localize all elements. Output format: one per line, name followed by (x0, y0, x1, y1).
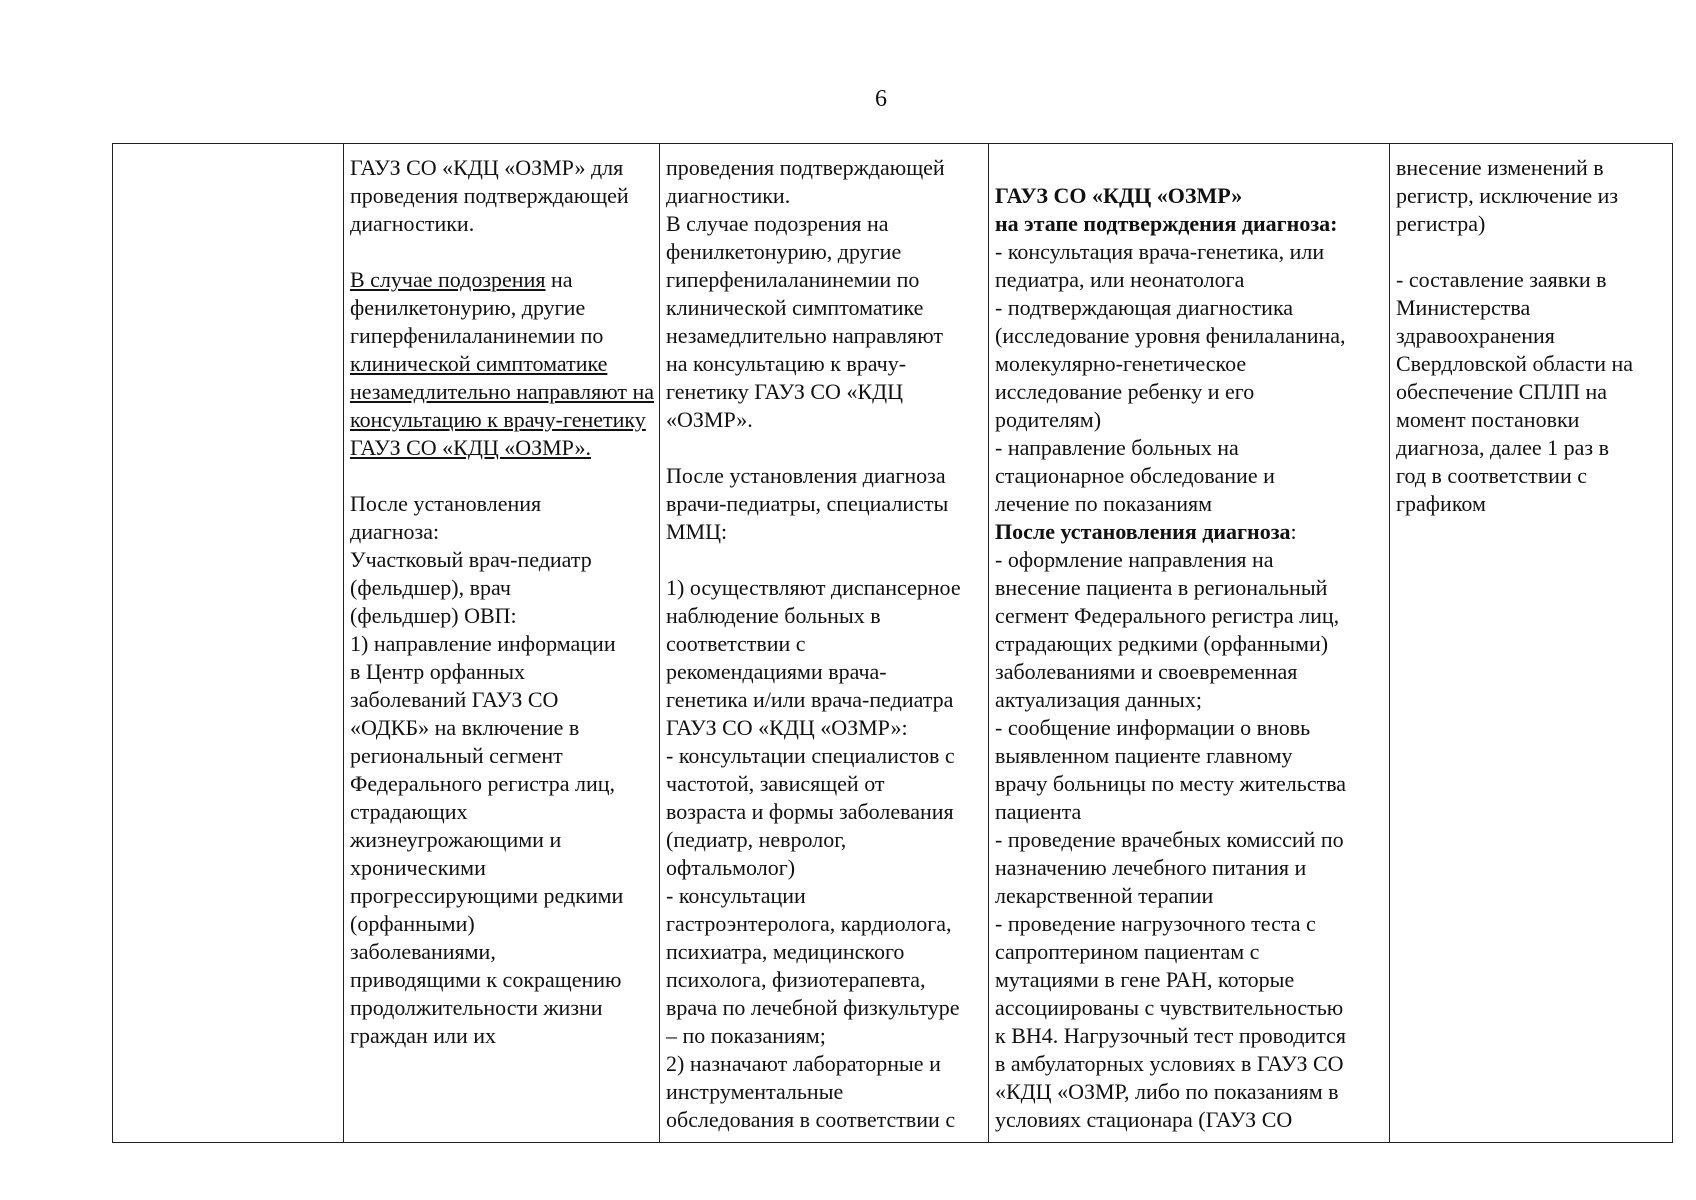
text-line: незамедлительно направляют (666, 323, 944, 348)
table-cell-4 (989, 144, 1390, 1143)
text-line: ГАУЗ СО «КДЦ «ОЗМР»: (666, 715, 908, 740)
text-line: мутациями в гене РАН, которые (995, 967, 1295, 992)
text-line: обеспечение СПЛП на (1396, 379, 1608, 404)
text-line: «ОДКБ» на включение в (350, 715, 580, 740)
text-line: условиях стационара (ГАУЗ СО (995, 1107, 1293, 1132)
text-line: - проведение нагрузочного теста с (995, 911, 1316, 936)
text-line: наблюдение больных в (666, 603, 881, 628)
text-line: год в соответствии с (1396, 463, 1587, 488)
text-line: (фельдшер), врач (350, 575, 511, 600)
text-line: хроническими (350, 855, 486, 880)
col2-paragraph-2 (350, 266, 655, 462)
text-line: фенилкетонурию, другие (666, 239, 902, 264)
text-line: клинической симптоматике (666, 295, 924, 320)
text-line: - консультации специалистов с (666, 743, 955, 768)
text-line: актуализация данных; (995, 687, 1202, 712)
col4-heading-1: ГАУЗ СО «КДЦ «ОЗМР» (995, 183, 1243, 208)
text-line: 1) направление информации (350, 631, 616, 656)
table-cell-2 (344, 144, 660, 1143)
text-line: регистра) (1396, 211, 1486, 236)
text-line: прогрессирующими редкими (350, 883, 624, 908)
text-line: регистр, исключение из (1396, 183, 1619, 208)
text-line: в амбулаторных условиях в ГАУЗ СО (995, 1051, 1344, 1076)
text-line: пациента (995, 799, 1082, 824)
text-line: (педиатр, невролог, (666, 827, 847, 852)
text-line: исследование ребенку и его (995, 379, 1255, 404)
text-line: диагноза, далее 1 раз в (1396, 435, 1609, 460)
text-line: генетику ГАУЗ СО «КДЦ (666, 379, 904, 404)
col5-block-2 (1396, 266, 1668, 518)
col5-block-1 (1396, 154, 1668, 238)
text-line: гастроэнтеролога, кардиолога, (666, 911, 952, 936)
text-line: - направление больных на (995, 435, 1239, 460)
text-line: молекулярно-генетическое (995, 351, 1247, 376)
col4-block-2 (995, 546, 1385, 1134)
text-line: психолога, физиотерапевта, (666, 967, 926, 992)
text-line: соответствии с (666, 631, 806, 656)
text-line: После установления (350, 491, 542, 516)
text-line: сегмент Федерального регистра лиц, (995, 603, 1340, 628)
text-line: После установления диагноза (666, 463, 946, 488)
text-line: педиатра, или неонатолога (995, 267, 1245, 292)
text-line: врачу больницы по месту жительства (995, 771, 1347, 796)
text-line: заболеваниями и своевременная (995, 659, 1298, 684)
text-line: гиперфенилаланинемии по (666, 267, 920, 292)
table-cell-5 (1390, 144, 1673, 1143)
text-line: частотой, зависящей от (666, 771, 885, 796)
text-line: «КДЦ «ОЗМР, либо по показаниям в (995, 1079, 1339, 1104)
bold-heading: После установления диагноза (995, 519, 1291, 544)
text-line: обследования в соответствии с (666, 1107, 956, 1132)
text-line: жизнеугрожающими и (350, 827, 562, 852)
col4-heading-2: на этапе подтверждения диагноза: (995, 211, 1338, 236)
text-line: графиком (1396, 491, 1486, 516)
page-number: 6 (875, 86, 887, 112)
text-line: Свердловской области на (1396, 351, 1634, 376)
text-line: лечение по показаниям (995, 491, 1213, 516)
text-line: - подтверждающая диагностика (995, 295, 1294, 320)
text-line: продолжительности жизни (350, 995, 603, 1020)
text-line: ММЦ: (666, 519, 728, 544)
text-line: приводящими к сокращению (350, 967, 622, 992)
heading-colon: : (1290, 519, 1297, 544)
text-line: 2) назначают лабораторные и (666, 1051, 941, 1076)
text-line: ассоциированы с чувствительностью (995, 995, 1344, 1020)
text-line: (фельдшер) ОВП: (350, 603, 517, 628)
table-row (113, 144, 1673, 1143)
text-line: - сообщение информации о вновь (995, 715, 1311, 740)
text-line: назначению лечебного питания и (995, 855, 1307, 880)
text-line: граждан или их (350, 1023, 497, 1048)
text-line: - оформление направления на (995, 547, 1274, 572)
text-line: в Центр орфанных (350, 659, 526, 684)
text-line: заболеваний ГАУЗ СО (350, 687, 559, 712)
text-line: Федерального регистра лиц, (350, 771, 616, 796)
col3-block-3 (666, 574, 984, 1134)
text-line: родителям) (995, 407, 1102, 432)
text-line: - консультации (666, 883, 806, 908)
text-line: Участковый врач-педиатр (350, 547, 592, 572)
text-line: врача по лечебной физкультуре (666, 995, 960, 1020)
text-line: (исследование уровня фенилаланина, (995, 323, 1346, 348)
col4-heading-3 (995, 518, 1385, 546)
table-cell-1 (113, 144, 344, 1143)
text-line: страдающих (350, 799, 468, 824)
text-line: заболеваниями, (350, 939, 496, 964)
text-line: выявленном пациенте главному (995, 743, 1293, 768)
text-line: «ОЗМР». (666, 407, 753, 432)
text-line: здравоохранения (1396, 323, 1555, 348)
underlined-text: В случае подозрения (350, 267, 546, 292)
text-line: диагностики. (666, 183, 791, 208)
underlined-text: клинической симптоматике незамедлительно направляют на консультацию к врачу-генетику ГАУЗ СО «КДЦ «ОЗМР». (350, 351, 655, 460)
text-line: внесение пациента в региональный (995, 575, 1328, 600)
text-line: (орфанными) (350, 911, 475, 936)
text-line: возраста и формы заболевания (666, 799, 954, 824)
text-line: - составление заявки в (1396, 267, 1607, 292)
text-line: рекомендациями врача- (666, 659, 887, 684)
text-line: 1) осуществляют диспансерное (666, 575, 961, 600)
text-line: проведения подтверждающей (666, 155, 945, 180)
text-line: страдающих редкими (орфанными) (995, 631, 1329, 656)
text-line: момент постановки (1396, 407, 1580, 432)
text-line: генетика и/или врача-педиатра (666, 687, 954, 712)
text-line: региональный сегмент (350, 743, 563, 768)
text-line: офтальмолог) (666, 855, 796, 880)
text-line: В случае подозрения на (666, 211, 889, 236)
text-line: - консультация врача-генетика, или (995, 239, 1325, 264)
document-table (112, 143, 1673, 1143)
text-line: стационарное обследование и (995, 463, 1275, 488)
text-line: диагноза: (350, 519, 440, 544)
text-line: внесение изменений в (1396, 155, 1604, 180)
text-line: инструментальные (666, 1079, 844, 1104)
text-line: - проведение врачебных комиссий по (995, 827, 1344, 852)
col2-lines (350, 490, 655, 1050)
col4-block-1 (995, 238, 1385, 518)
text-line: к ВН4. Нагрузочный тест проводится (995, 1023, 1346, 1048)
text-line: – по показаниям; (666, 1023, 826, 1048)
text-line: врачи-педиатры, специалисты (666, 491, 949, 516)
text-line: лекарственной терапии (995, 883, 1214, 908)
text-line: Министерства (1396, 295, 1531, 320)
text-line: сапроптерином пациентам с (995, 939, 1260, 964)
col2-paragraph-1: ГАУЗ СО «КДЦ «ОЗМР» для проведения подтверждающей диагностики. (350, 155, 629, 236)
text-line: психиатра, медицинского (666, 939, 905, 964)
text-line: на консультацию к врачу- (666, 351, 907, 376)
plain-text: на фенилкетонурию, другие гиперфенилаланинемии по (350, 267, 604, 348)
table-cell-3 (660, 144, 989, 1143)
col3-block-1 (666, 154, 984, 434)
col3-block-2 (666, 462, 984, 546)
